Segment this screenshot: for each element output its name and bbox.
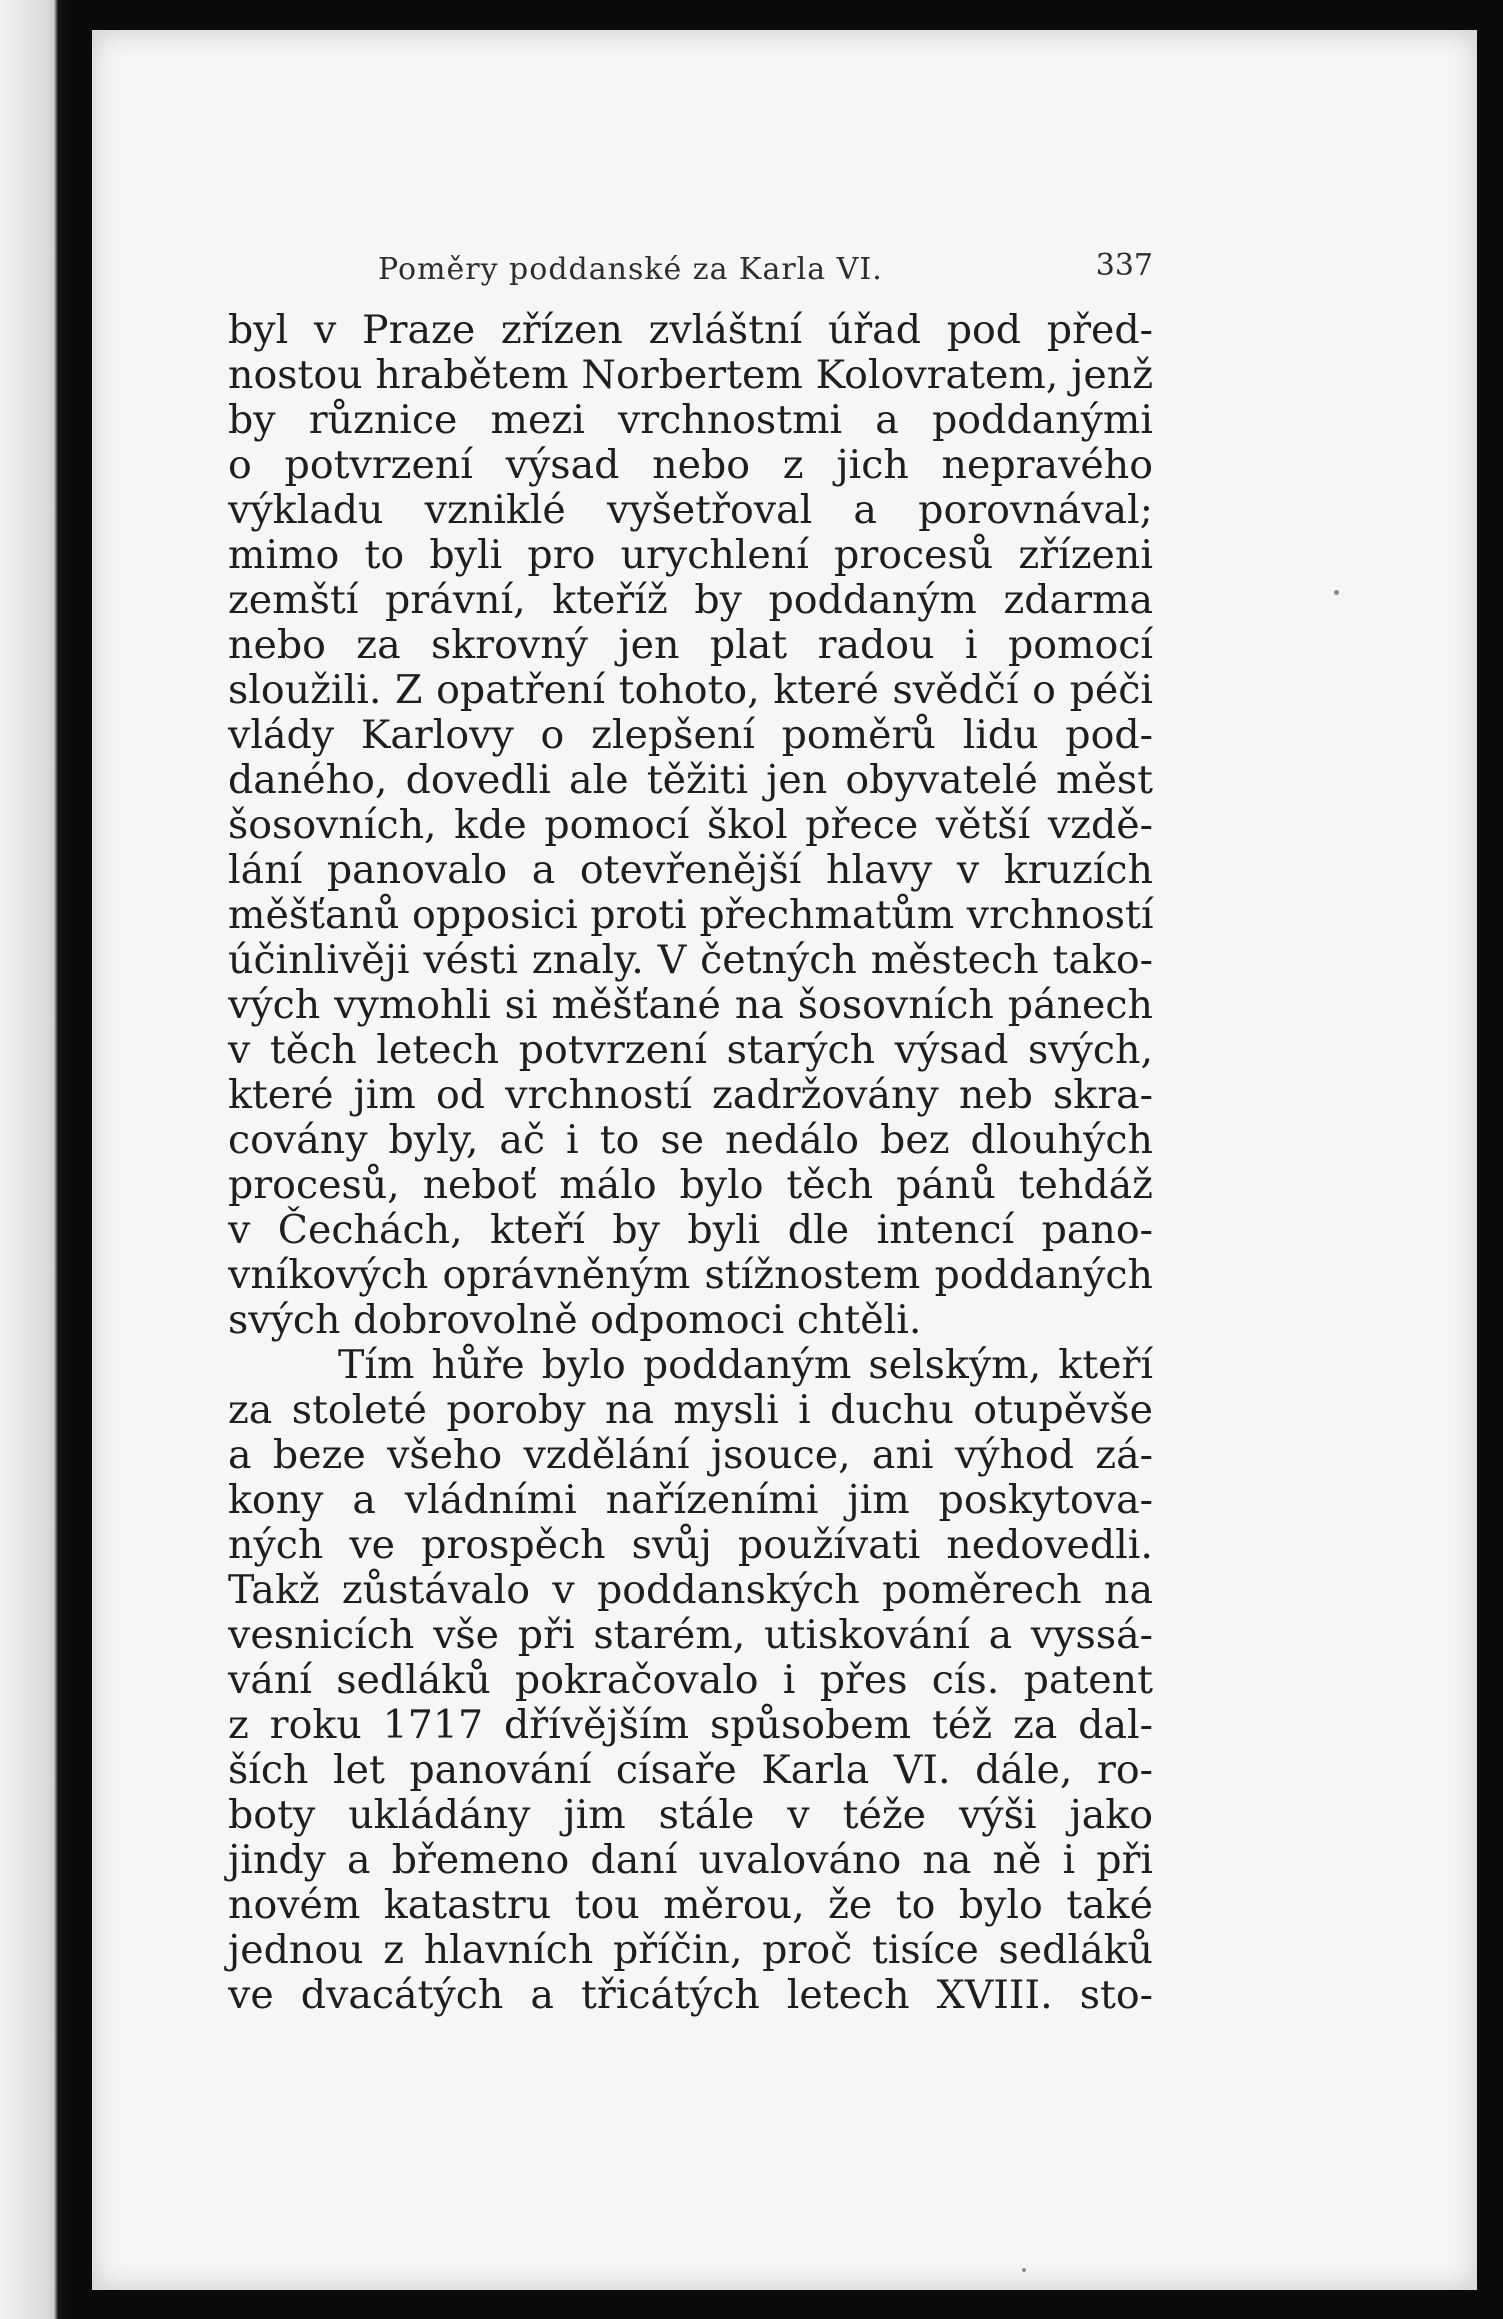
- text-line: kony a vládními nařízeními jim poskytova-: [228, 1477, 1153, 1523]
- text-line: jednou z hlavních příčin, proč tisíce sedláků: [228, 1927, 1153, 1973]
- text-line: procesů, neboť málo bylo těch pánů tehdáž: [228, 1162, 1153, 1208]
- text-line: měšťanů opposici proti přechmatům vrchností: [228, 892, 1154, 938]
- text-line: covány byly, ač i to se nedálo bez dlouhých: [228, 1117, 1153, 1163]
- paragraph-end-line: svých dobrovolně odpomoci chtěli.: [228, 1297, 922, 1343]
- text-line: byl v Praze zřízen zvláštní úřad pod před-: [228, 307, 1153, 353]
- text-line: Takž zůstávalo v poddanských poměrech na: [228, 1567, 1153, 1613]
- text-line: boty ukládány jim stále v téže výši jako: [228, 1792, 1153, 1838]
- text-line: novém katastru tou měrou, že to bylo také: [228, 1882, 1153, 1928]
- text-line: účinlivěji vésti znaly. V četných městech tako-: [228, 937, 1153, 983]
- text-line: jindy a břemeno daní uvalováno na ně i při: [228, 1837, 1153, 1883]
- text-line: ších let panování císaře Karla VI. dále, ro-: [228, 1747, 1153, 1793]
- paragraph-start-line: Tím hůře bylo poddaným selským, kteří: [338, 1342, 1153, 1388]
- text-line: lání panovalo a otevřenější hlavy v kruzích: [228, 847, 1153, 893]
- text-line: sloužili. Z opatření tohoto, které svědčí o péči: [228, 667, 1153, 713]
- scan-binding-edge: [0, 0, 68, 2319]
- page-content: [228, 238, 1153, 2018]
- text-line: z roku 1717 dřívějším spůsobem též za dal-: [228, 1702, 1153, 1748]
- text-line: vníkových oprávněným stížnostem poddaných: [228, 1252, 1153, 1298]
- text-line: šosovních, kde pomocí škol přece větší vzdě-: [228, 802, 1153, 848]
- scan-speck: [1334, 590, 1339, 595]
- text-line: ve dvacátých a třicátých letech XVIII. sto-: [228, 1972, 1153, 2018]
- text-line: a beze všeho vzdělání jsouce, ani výhod zá-: [228, 1432, 1153, 1478]
- text-line: vlády Karlovy o zlepšení poměrů lidu pod-: [228, 712, 1153, 758]
- book-page: [92, 30, 1477, 2290]
- text-line: za stoleté poroby na mysli i duchu otupěvše: [228, 1387, 1153, 1433]
- text-line: vých vymohli si měšťané na šosovních pánech: [228, 982, 1153, 1028]
- text-line: v těch letech potvrzení starých výsad svých,: [228, 1027, 1153, 1073]
- text-line: zemští právní, kteříž by poddaným zdarma: [228, 577, 1153, 623]
- scan-speck: [1022, 2268, 1026, 2272]
- text-line: daného, dovedli ale těžiti jen obyvatelé měst: [228, 757, 1153, 803]
- body-text: [228, 308, 1153, 2018]
- text-line: by různice mezi vrchnostmi a poddanými: [228, 397, 1153, 443]
- text-line: mimo to byli pro urychlení procesů zřízeni: [228, 532, 1153, 578]
- page-number: 337: [1095, 248, 1153, 283]
- running-title: Poměry poddanské za Karla VI.: [378, 252, 883, 287]
- text-line: vesnicích vše při starém, utiskování a vyssá-: [228, 1612, 1153, 1658]
- text-line: nebo za skrovný jen plat radou i pomocí: [228, 622, 1153, 668]
- text-line: výkladu vzniklé vyšetřoval a porovnával;: [228, 487, 1153, 533]
- text-line: vání sedláků pokračovalo i přes cís. patent: [228, 1657, 1153, 1703]
- text-line: nostou hrabětem Norbertem Kolovratem, jenž: [228, 352, 1153, 398]
- text-line: o potvrzení výsad nebo z jich nepravého: [228, 442, 1153, 488]
- running-head: [228, 238, 1153, 288]
- text-line: které jim od vrchností zadržovány neb skra-: [228, 1072, 1153, 1118]
- text-line: ných ve prospěch svůj používati nedovedli.: [228, 1522, 1153, 1568]
- text-line: v Čechách, kteří by byli dle intencí pano-: [228, 1207, 1153, 1253]
